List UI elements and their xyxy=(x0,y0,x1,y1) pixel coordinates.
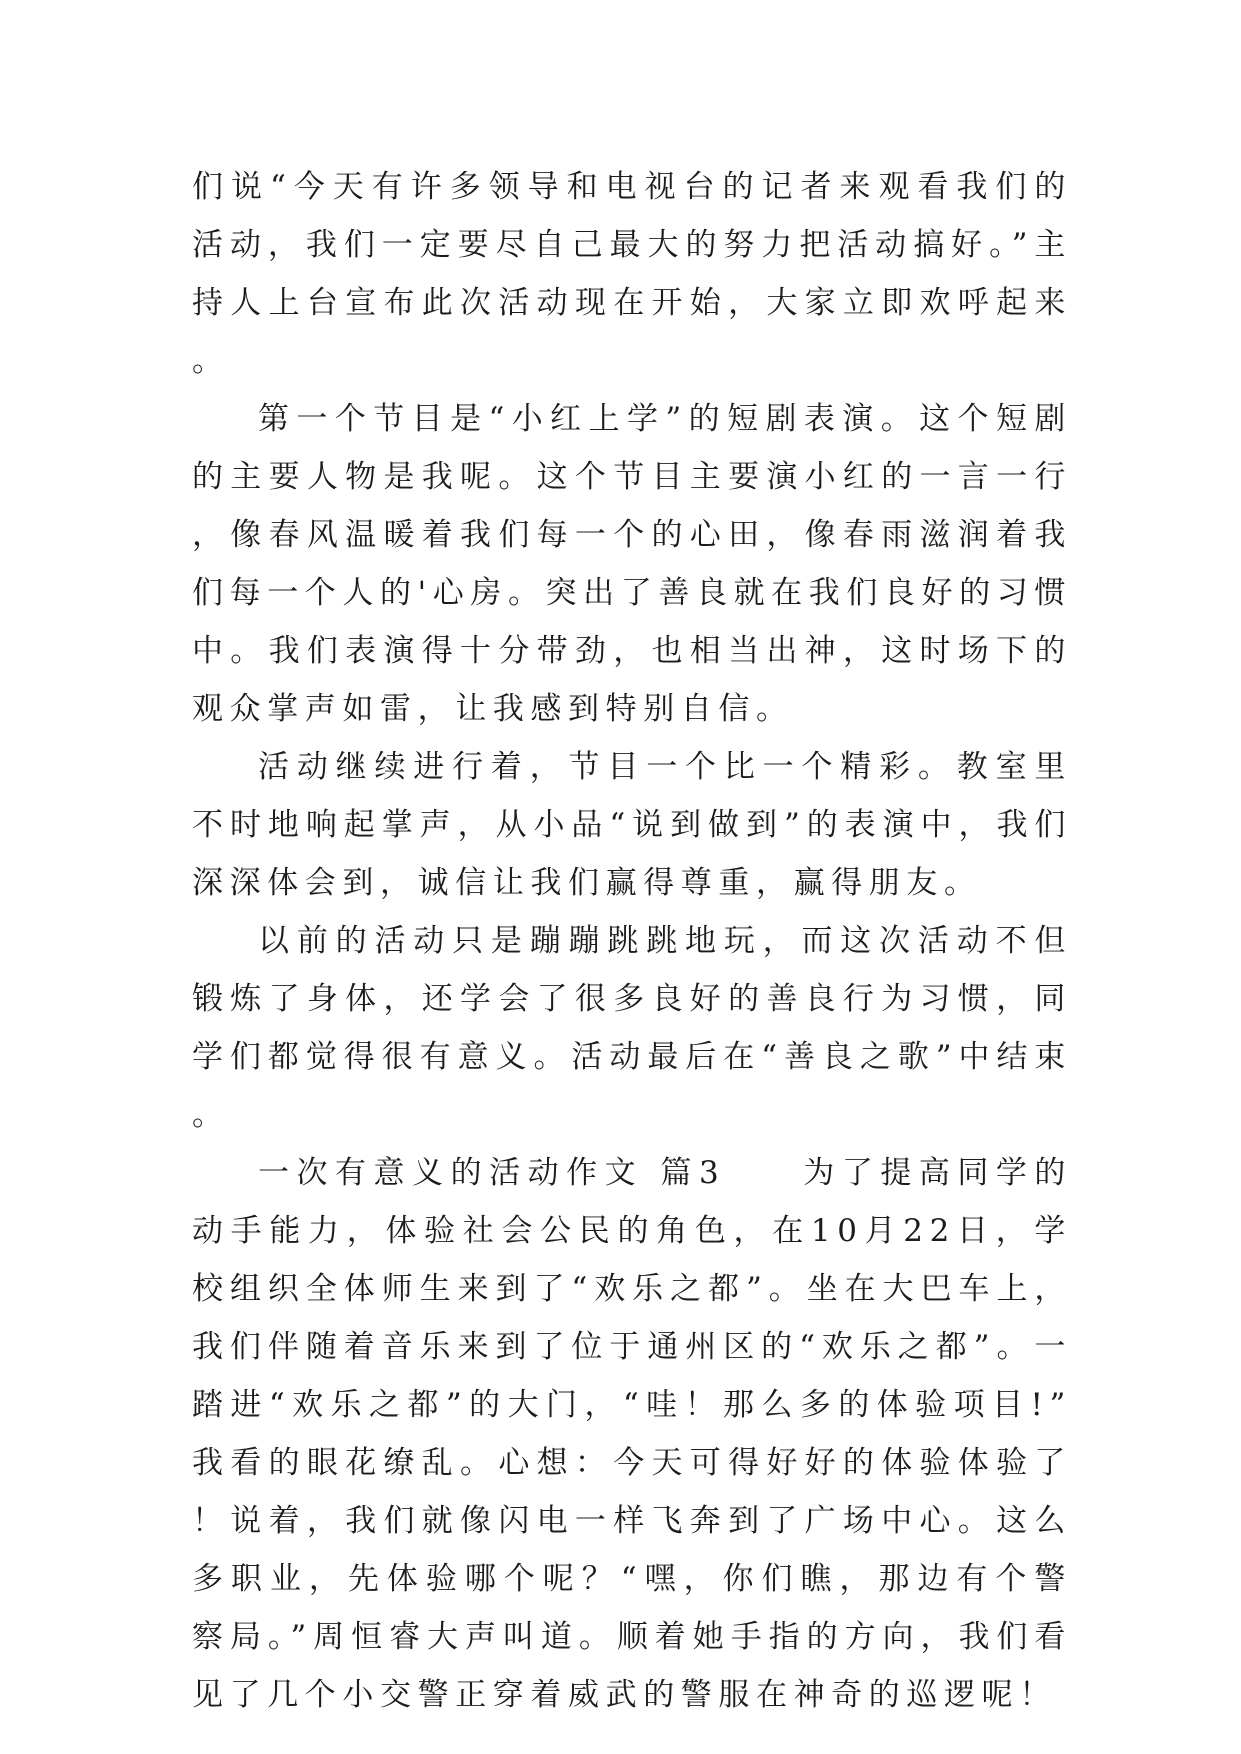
paragraph-2: 第一个节目是“小红上学”的短剧表演。这个短剧的主要人物是我呢。这个节目主要演小红的一言一行，像春风温暖着我们每一个的心田，像春雨滋润着我们每一个人的'心房。突出了善良就在我们良好的习惯中。我们表演得十分带劲，也相当出神，这时场下的观众掌声如雷，让我感到特别自信。 xyxy=(192,401,1072,727)
paragraph-5: 一次有意义的活动作文 篇3 为了提高同学的动手能力，体验社会公民的角色，在10月22日，学校组织全体师生来到了“欢乐之都”。坐在大巴车上，我们伴随着音乐来到了位于通州区的“欢乐之都”。一踏进“欢乐之都”的大门，“哇！那么多的体验项目!”我看的眼花缭乱。心想：今天可得好好的体验体验了！说着，我们就像闪电一样飞奔到了广场中心。这么多职业，先体验哪个呢？“嘿，你们瞧，那边有个警察局。”周恒睿大声叫道。顺着她手指的方向，我们看见了几个小交警正穿着威武的警服在神奇的巡逻呢！ xyxy=(192,1155,1072,1713)
paragraph-3: 活动继续进行着，节目一个比一个精彩。教室里不时地响起掌声，从小品“说到做到”的表演中，我们深深体会到，诚信让我们赢得尊重，赢得朋友。 xyxy=(192,749,1072,901)
paragraph-1: 们说“今天有许多领导和电视台的记者来观看我们的活动，我们一定要尽自己最大的努力把活动搞好。”主持人上台宣布此次活动现在开始，大家立即欢呼起来。 xyxy=(192,169,1072,379)
article-body xyxy=(192,158,1072,1724)
paragraph-4: 以前的活动只是蹦蹦跳跳地玩，而这次活动不但锻炼了身体，还学会了很多良好的善良行为习惯，同学们都觉得很有意义。活动最后在“善良之歌”中结束。 xyxy=(192,923,1072,1133)
